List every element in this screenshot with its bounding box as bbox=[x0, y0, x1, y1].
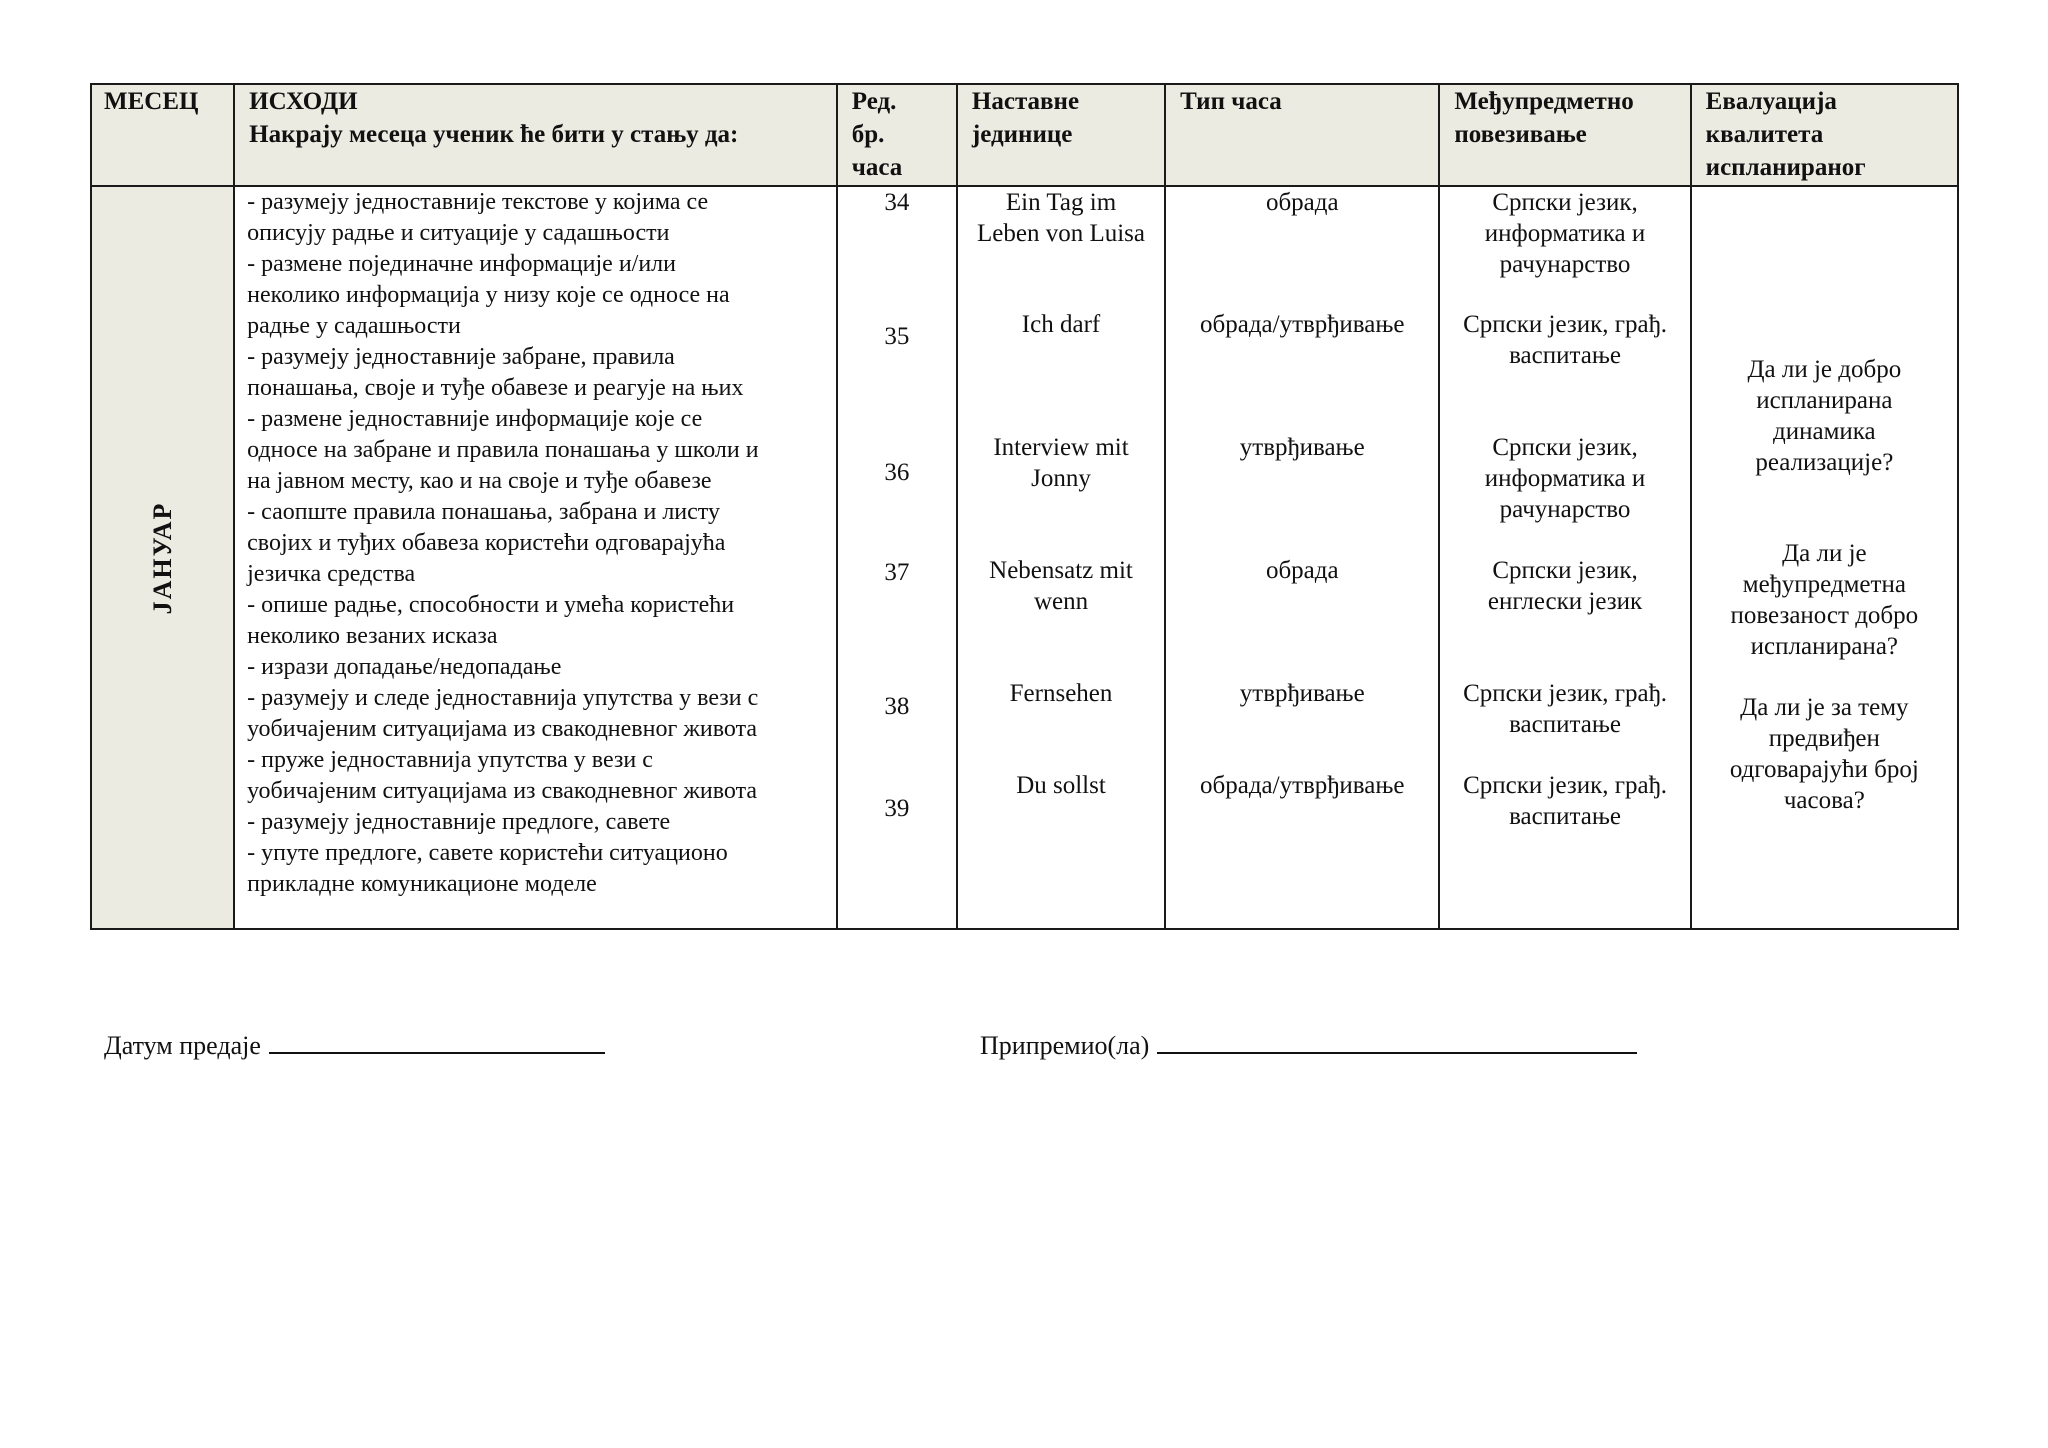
teaching-unit-line: Fernsehen bbox=[1009, 680, 1113, 707]
header-eval-line1: Евалуација bbox=[1705, 88, 1837, 115]
prepared-by-blank[interactable] bbox=[1157, 1030, 1637, 1054]
cross-curricular-line: васпитање bbox=[1509, 803, 1621, 830]
outcome-line: на јавном месту, као и на своје и туђе обавезе bbox=[247, 468, 712, 494]
evaluation-line: Да ли је bbox=[1782, 540, 1867, 567]
cross-curricular-line: васпитање bbox=[1509, 711, 1621, 738]
header-eval-line3: испланираног bbox=[1705, 154, 1866, 181]
evaluation-line: реализације? bbox=[1755, 449, 1894, 476]
cross-curricular-line: информатика и bbox=[1484, 220, 1646, 247]
lesson-number: 36 bbox=[884, 459, 910, 486]
header-outcomes-title: ИСХОДИ bbox=[249, 88, 358, 115]
cross-curricular-line: рачунарство bbox=[1499, 496, 1631, 523]
lesson-type: утврђивање bbox=[1239, 680, 1365, 707]
prepared-by-field bbox=[980, 1030, 1637, 1061]
header-teaching-units bbox=[957, 84, 1165, 186]
cross-curricular-link bbox=[1440, 770, 1689, 832]
lesson-type: обрада bbox=[1265, 189, 1339, 216]
header-month-label: МЕСЕЦ bbox=[104, 88, 199, 115]
cross-curricular-link bbox=[1440, 555, 1689, 617]
month-label: ЈАНУАР bbox=[147, 501, 177, 614]
lesson-number: 38 bbox=[884, 693, 910, 720]
cross-curricular-line: рачунарство bbox=[1499, 251, 1631, 278]
teaching-unit-line: Leben von Luisa bbox=[977, 220, 1146, 247]
teaching-unit-line: wenn bbox=[1033, 588, 1089, 615]
outcome-line: - разумеју једноставније текстове у којима се bbox=[247, 189, 709, 215]
evaluation-line: међупредметна bbox=[1742, 571, 1906, 598]
submission-date-field bbox=[104, 1030, 605, 1061]
table-header-row bbox=[91, 84, 1958, 186]
header-outcomes-subtitle: Накрају месеца ученик ће бити у стању да: bbox=[249, 121, 739, 148]
header-units-line1: Наставне bbox=[971, 88, 1080, 115]
cross-curricular-line: Српски језик, грађ. bbox=[1463, 772, 1667, 799]
teaching-unit bbox=[958, 555, 1164, 617]
outcome-line: радње у садашњости bbox=[247, 313, 461, 339]
teaching-unit-line: Ich darf bbox=[1021, 311, 1101, 338]
cross-curricular-line: Српски језик, bbox=[1492, 557, 1638, 584]
header-lesson-number bbox=[837, 84, 957, 186]
month-cell bbox=[91, 186, 234, 929]
cross-curricular-link bbox=[1440, 678, 1689, 740]
header-month bbox=[91, 84, 234, 186]
evaluation-line: динамика bbox=[1773, 418, 1876, 445]
lesson-type-cell bbox=[1165, 186, 1439, 929]
outcome-line: - размене појединачне информације и/или bbox=[247, 251, 676, 277]
header-evaluation bbox=[1691, 84, 1958, 186]
lesson-type: обрада bbox=[1265, 557, 1339, 584]
outcome-line: - изрази допадање/недопадање bbox=[247, 654, 562, 680]
outcome-line: односе на забране и правила понашања у школи и bbox=[247, 437, 759, 463]
header-cross-curricular bbox=[1439, 84, 1690, 186]
evaluation-line: часова? bbox=[1783, 787, 1865, 814]
cross-curricular-cell bbox=[1439, 186, 1690, 929]
evaluation-line: испланирана? bbox=[1750, 633, 1899, 660]
evaluation-line: Да ли је добро bbox=[1747, 356, 1902, 383]
teaching-units-cell bbox=[957, 186, 1165, 929]
header-num-line2: бр. bbox=[851, 121, 885, 148]
cross-curricular-link bbox=[1440, 309, 1689, 371]
evaluation-line: повезаност добро bbox=[1730, 602, 1919, 629]
outcome-line: уобичајеним ситуацијама из свакодневног живота bbox=[247, 778, 758, 804]
evaluation-question bbox=[1692, 538, 1957, 662]
header-lesson-type bbox=[1165, 84, 1439, 186]
header-eval-line2: квалитета bbox=[1705, 121, 1824, 148]
teaching-unit bbox=[958, 678, 1164, 709]
lesson-type: утврђивање bbox=[1239, 434, 1365, 461]
header-outcomes bbox=[234, 84, 837, 186]
evaluation-cell bbox=[1691, 186, 1958, 929]
cross-curricular-link bbox=[1440, 187, 1689, 280]
header-num-line1: Ред. bbox=[851, 88, 897, 115]
prepared-by-label: Припремио(ла) bbox=[980, 1031, 1150, 1060]
teaching-unit-line: Ein Tag im bbox=[1005, 189, 1117, 216]
outcome-line: језичка средства bbox=[247, 561, 416, 587]
outcome-line: неколико информација у низу које се односе на bbox=[247, 282, 730, 308]
submission-date-label: Датум предаје bbox=[104, 1031, 261, 1060]
outcome-line: - разумеју једноставније предлоге, савете bbox=[247, 809, 671, 835]
lesson-number: 37 bbox=[884, 559, 910, 586]
cross-curricular-line: енглески језик bbox=[1487, 588, 1643, 615]
outcome-line: неколико везаних исказа bbox=[247, 623, 498, 649]
submission-date-blank[interactable] bbox=[269, 1030, 605, 1054]
outcome-line: понашања, своје и туђе обавезе и реагује на њих bbox=[247, 375, 744, 401]
teaching-unit-line: Du sollst bbox=[1016, 772, 1106, 799]
outcome-line: својих и туђих обавеза користећи одговарајућа bbox=[247, 530, 726, 556]
lesson-number: 39 bbox=[884, 795, 910, 822]
outcome-line: - разумеју и следе једноставнија упутства у вези с bbox=[247, 685, 759, 711]
cross-curricular-line: Српски језик, bbox=[1492, 189, 1638, 216]
outcome-line: описују радње и ситуације у садашњости bbox=[247, 220, 670, 246]
lesson-number-cell bbox=[837, 186, 957, 929]
header-units-line2: јединице bbox=[971, 121, 1073, 148]
outcome-line: - саопште правила понашања, забрана и листу bbox=[247, 499, 720, 525]
evaluation-line: предвиђен bbox=[1768, 725, 1880, 752]
header-num-line3: часа bbox=[851, 154, 903, 181]
header-link-line2: повезивање bbox=[1454, 121, 1587, 148]
cross-curricular-line: Српски језик, bbox=[1492, 434, 1638, 461]
cross-curricular-link bbox=[1440, 432, 1689, 525]
evaluation-line: испланирана bbox=[1756, 387, 1893, 414]
evaluation-question bbox=[1692, 354, 1957, 478]
outcomes-cell bbox=[234, 186, 837, 929]
teaching-unit-line: Interview mit bbox=[993, 434, 1129, 461]
teaching-unit bbox=[958, 432, 1164, 494]
outcome-line: - опише радње, способности и умећа користећи bbox=[247, 592, 735, 618]
outcome-line: - пруже једноставнија упутства у вези с bbox=[247, 747, 653, 773]
header-link-line1: Међупредметно bbox=[1454, 88, 1634, 115]
teaching-unit bbox=[958, 309, 1164, 340]
header-type-label: Тип часа bbox=[1180, 88, 1282, 115]
evaluation-line: одговарајући број bbox=[1729, 756, 1919, 783]
outcome-line: - размене једноставније информације које се bbox=[247, 406, 703, 432]
cross-curricular-line: Српски језик, грађ. bbox=[1463, 680, 1667, 707]
evaluation-question bbox=[1692, 692, 1957, 816]
outcome-line: прикладне комуникационе моделе bbox=[247, 871, 597, 897]
evaluation-line: Да ли је за тему bbox=[1740, 694, 1909, 721]
table-row bbox=[91, 186, 1958, 929]
teaching-unit bbox=[958, 770, 1164, 801]
cross-curricular-line: васпитање bbox=[1509, 342, 1621, 369]
lesson-number: 34 bbox=[884, 189, 910, 216]
lesson-type: обрада/утврђивање bbox=[1200, 311, 1405, 338]
outcome-line: уобичајеним ситуацијама из свакодневног живота bbox=[247, 716, 758, 742]
outcome-line: - упуте предлоге, савете користећи ситуационо bbox=[247, 840, 728, 866]
cross-curricular-line: информатика и bbox=[1484, 465, 1646, 492]
lesson-type: обрада/утврђивање bbox=[1200, 772, 1405, 799]
lesson-number: 35 bbox=[884, 323, 910, 350]
teaching-unit-line: Nebensatz mit bbox=[989, 557, 1133, 584]
teaching-unit-line: Jonny bbox=[1031, 465, 1091, 492]
teaching-unit bbox=[958, 187, 1164, 249]
outcome-line: - разумеју једноставније забране, правила bbox=[247, 344, 675, 370]
outcomes-list bbox=[247, 187, 828, 900]
annual-plan-table bbox=[90, 83, 1959, 930]
cross-curricular-line: Српски језик, грађ. bbox=[1463, 311, 1667, 338]
